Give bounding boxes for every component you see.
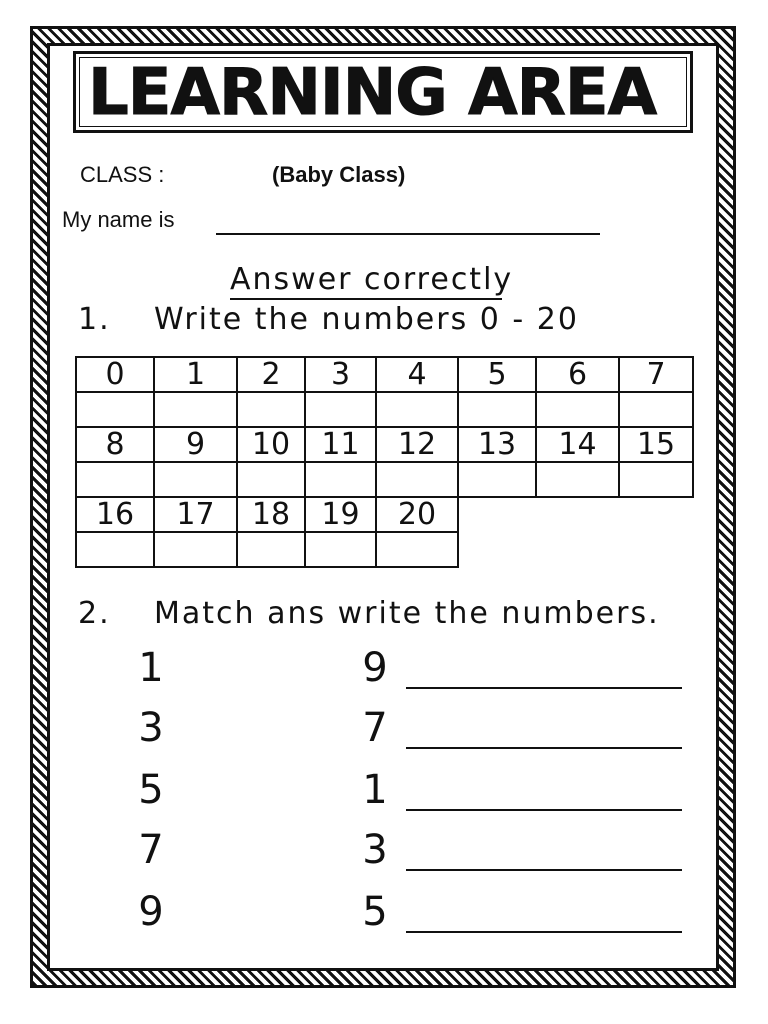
match-answer-line[interactable]: [406, 869, 682, 871]
number-cell: 5: [457, 356, 537, 393]
number-cell: 4: [375, 356, 459, 393]
name-write-line[interactable]: [216, 233, 600, 235]
answer-cell[interactable]: [304, 391, 377, 428]
answer-cell[interactable]: [153, 531, 238, 568]
answer-cell[interactable]: [375, 531, 459, 568]
question-1: [78, 302, 579, 337]
number-cell: 20: [375, 496, 459, 533]
number-cell: 1: [153, 356, 238, 393]
match-right-number: 3: [362, 827, 388, 873]
number-cell: 13: [457, 426, 537, 463]
match-answer-line[interactable]: [406, 747, 682, 749]
answer-cell[interactable]: [75, 531, 155, 568]
number-cell: 3: [304, 356, 377, 393]
answer-cell[interactable]: [375, 461, 459, 498]
answer-cell[interactable]: [535, 391, 620, 428]
number-cell: 11: [304, 426, 377, 463]
answer-cell[interactable]: [153, 461, 238, 498]
title-box: [73, 51, 693, 133]
question-1-number: 1.: [78, 302, 111, 337]
class-label: CLASS :: [80, 162, 165, 187]
answer-cell[interactable]: [236, 461, 306, 498]
match-left-number: 7: [138, 827, 164, 873]
page-title: LEARNING AREA: [88, 56, 657, 130]
number-cell: 19: [304, 496, 377, 533]
number-cell: 15: [618, 426, 694, 463]
number-cell: 7: [618, 356, 694, 393]
class-value: (Baby Class): [272, 162, 406, 187]
number-cell: 9: [153, 426, 238, 463]
name-label: My name is: [62, 207, 175, 232]
number-cell: 12: [375, 426, 459, 463]
match-right-number: 7: [362, 705, 388, 751]
question-2: [78, 596, 660, 631]
match-right-number: 9: [362, 645, 388, 691]
match-right-number: 1: [362, 767, 388, 813]
answer-cell[interactable]: [153, 391, 238, 428]
answer-cell[interactable]: [457, 391, 537, 428]
answer-cell[interactable]: [75, 461, 155, 498]
answer-cell[interactable]: [304, 531, 377, 568]
instruction-underline: [230, 298, 502, 300]
match-left-number: 9: [138, 889, 164, 935]
answer-cell[interactable]: [618, 391, 694, 428]
number-cell: 17: [153, 496, 238, 533]
question-1-text: Write the numbers 0 - 20: [154, 302, 579, 337]
answer-cell[interactable]: [75, 391, 155, 428]
number-cell: 0: [75, 356, 155, 393]
instruction-heading: Answer correctly: [230, 262, 514, 297]
number-cell: 8: [75, 426, 155, 463]
number-cell: 18: [236, 496, 306, 533]
number-cell: 14: [535, 426, 620, 463]
number-cell: 16: [75, 496, 155, 533]
answer-cell[interactable]: [535, 461, 620, 498]
answer-cell[interactable]: [618, 461, 694, 498]
number-cell: 10: [236, 426, 306, 463]
answer-cell[interactable]: [236, 391, 306, 428]
match-right-number: 5: [362, 889, 388, 935]
match-left-number: 1: [138, 645, 164, 691]
match-answer-line[interactable]: [406, 687, 682, 689]
question-2-text: Match ans write the numbers.: [154, 596, 660, 631]
match-left-number: 5: [138, 767, 164, 813]
number-cell: 2: [236, 356, 306, 393]
match-answer-line[interactable]: [406, 931, 682, 933]
match-left-number: 3: [138, 705, 164, 751]
number-cell: 6: [535, 356, 620, 393]
match-answer-line[interactable]: [406, 809, 682, 811]
answer-cell[interactable]: [236, 531, 306, 568]
answer-cell[interactable]: [304, 461, 377, 498]
question-2-number: 2.: [78, 596, 111, 631]
answer-cell[interactable]: [375, 391, 459, 428]
answer-cell[interactable]: [457, 461, 537, 498]
